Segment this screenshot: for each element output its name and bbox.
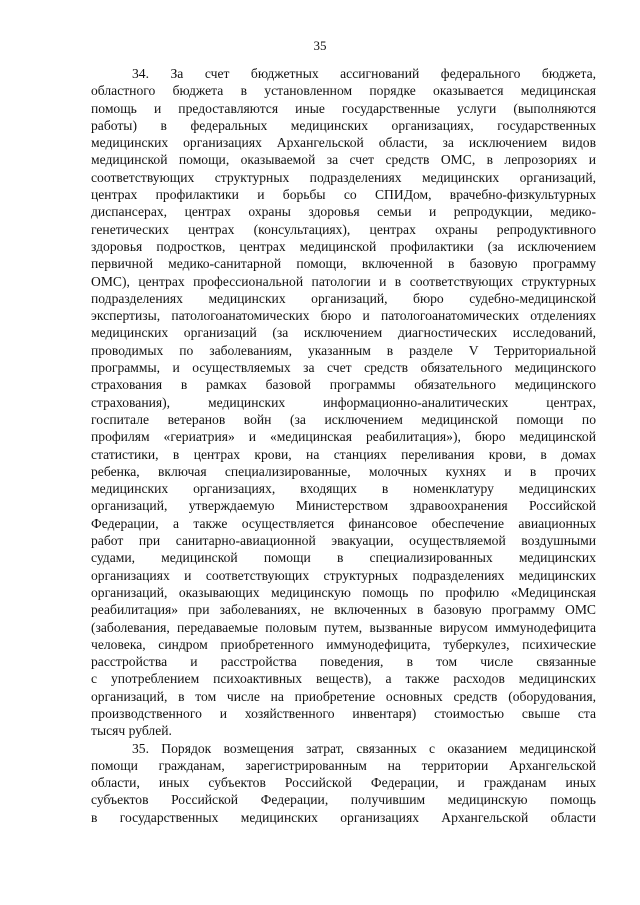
text-line: реабилитация» при заболеваниях, не включенных в базовую программу ОМС [91, 602, 596, 618]
text-line: экспертизы, патологоанатомических бюро и патологоанатомических отделениях [91, 308, 596, 324]
text-line: (заболевания, передаваемые половым путем, вызванные вирусом иммунодефицита [91, 619, 596, 635]
text-line: медицинских организаций (за исключением диагностических исследований, [91, 325, 596, 341]
text-line: области, иных субъектов Российской Федерации, и гражданам иных [91, 775, 596, 791]
text-line: госпитале ветеранов войн (за исключением медицинской помощи по [91, 411, 596, 427]
text-line: подразделениях медицинских организаций, бюро судебно-медицинской [91, 290, 596, 306]
text-line: с употреблением психоактивных веществ), а также расходов медицинских [91, 671, 596, 687]
document-body [91, 65, 596, 826]
text-line: страхования), медицинских информационно-аналитических центрах, [91, 394, 596, 410]
text-line: профилям «гериатрия» и «медицинская реабилитация»), бюро медицинской [91, 429, 596, 445]
text-line: производственного и хозяйственного инвентаря) стоимостью свыше ста [91, 705, 596, 721]
text-line: проводимых по заболеваниям, указанным в разделе V Территориальной [91, 342, 596, 358]
text-line: ребенка, включая специализированные, молочных кухнях и в прочих [91, 463, 596, 479]
text-line: работы) в федеральных медицинских организациях, государственных [91, 117, 596, 133]
text-line: медицинской помощи, оказываемой за счет средств ОМС, в лепрозориях и [91, 152, 596, 168]
text-line: судами, медицинской помощи в специализированных медицинских [91, 550, 596, 566]
text-line: генетических центрах (консультациях), центрах охраны репродуктивного [91, 221, 596, 237]
text-line: расстройства и расстройства поведения, в том числе связанные [91, 654, 596, 670]
text-line: тысяч рублей. [91, 723, 172, 739]
text-line: в государственных медицинских организациях Архангельской области [91, 809, 596, 825]
paragraph-35 [91, 740, 596, 826]
text-line: помощь и предоставляются иные государственные услуги (выполняются [91, 100, 596, 116]
text-line: субъектов Российской Федерации, получившим медицинскую помощь [91, 792, 596, 808]
text-line: работ при санитарно-авиационной эвакуации, осуществляемой воздушными [91, 533, 596, 549]
text-line: соответствующих структурных подразделениях медицинских организаций, [91, 169, 596, 185]
page-number: 35 [313, 38, 327, 53]
text-line: организаций, оказывающих медицинскую помощь по профилю «Медицинская [91, 584, 596, 600]
text-line: диспансерах, центрах охраны здоровья семьи и репродукции, медико- [91, 204, 596, 220]
text-line: первичной медико-санитарной помощи, включенной в базовую программу [91, 256, 596, 272]
text-line: центрах профилактики и борьбы со СПИДом, врачебно-физкультурных [91, 187, 596, 203]
text-line: организаций, утверждаемую Министерством здравоохранения Российской [91, 498, 596, 514]
text-line: организаций, в том числе на приобретение основных средств (оборудования, [91, 688, 596, 704]
text-line: человека, синдром приобретенного иммунодефицита, туберкулез, психические [91, 636, 596, 652]
text-line: помощи гражданам, зарегистрированным на территории Архангельской [91, 757, 596, 773]
text-line: здоровья подростков, центрах медицинской профилактики (за исключением [91, 238, 596, 254]
text-line: статистики, в центрах крови, на станциях переливания крови, в домах [91, 446, 596, 462]
text-line: медицинских организациях Архангельской области, за исключением видов [91, 135, 596, 151]
text-line: Федерации, а также осуществляется финансовое обеспечение авиационных [91, 515, 596, 531]
text-line: областного бюджета в установленном порядке оказывается медицинская [91, 83, 596, 99]
text-line: ОМС), центрах профессиональной патологии и в соответствующих структурных [91, 273, 596, 289]
text-line: программы, и осуществляемых за счет средств обязательного медицинского [91, 360, 596, 376]
text-line: 34. За счет бюджетных ассигнований федерального бюджета, [132, 66, 596, 81]
text-line: организациях и соответствующих структурных подразделениях медицинских [91, 567, 596, 583]
text-line: 35. Порядок возмещения затрат, связанных с оказанием медицинской [132, 740, 596, 756]
paragraph-34 [91, 65, 596, 740]
text-line: медицинских организациях, входящих в номенклатуру медицинских [91, 481, 596, 497]
text-line: страхования в рамках базовой программы обязательного медицинского [91, 377, 596, 393]
